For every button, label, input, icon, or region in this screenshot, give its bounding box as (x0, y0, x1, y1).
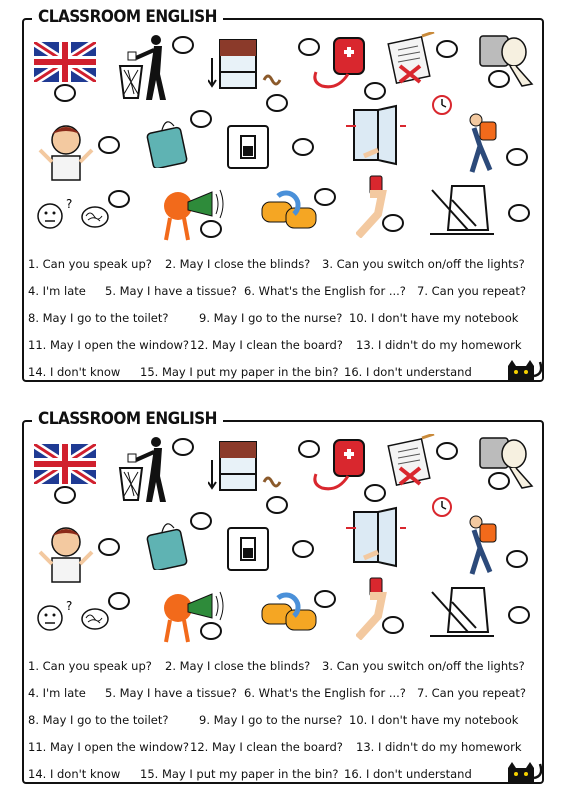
tissue-box-icon (144, 518, 190, 570)
open-window-icon (344, 104, 406, 166)
sentence: 13. I didn't do my homework (356, 740, 522, 754)
sentence: 4. I'm late (28, 284, 86, 298)
answer-circle[interactable] (508, 204, 530, 222)
sentence: 16. I don't understand (344, 767, 472, 781)
sentence: 5. May I have a tissue? (105, 686, 237, 700)
sentence: 7. Can you repeat? (417, 284, 527, 298)
sentence: 15. May I put my paper in the bin? (140, 767, 339, 781)
sentence: 11. May I open the window? (28, 740, 190, 754)
answer-circle[interactable] (364, 484, 386, 502)
answer-circle[interactable] (54, 486, 76, 504)
answer-circle[interactable] (200, 220, 222, 238)
sentence: 13. I didn't do my homework (356, 338, 522, 352)
answer-circle[interactable] (382, 616, 404, 634)
answer-circle[interactable] (298, 440, 320, 458)
crossed-homework-icon (386, 434, 436, 486)
cat-icon (504, 758, 544, 784)
blinds-window-icon (208, 36, 284, 94)
repeat-speech-icon (260, 588, 318, 640)
answer-circle[interactable] (190, 110, 212, 128)
tangled-thoughts-icon (80, 606, 110, 632)
answer-circle[interactable] (200, 622, 222, 640)
sentence-line (28, 710, 540, 730)
sentence: 2. May I close the blinds? (165, 659, 311, 673)
sentence: 14. I don't know (28, 365, 121, 379)
worksheet-title: CLASSROOM ENGLISH (32, 6, 223, 28)
sentence: 1. Can you speak up? (28, 257, 152, 271)
sentence: 6. What's the English for ...? (244, 686, 406, 700)
sentence-line (28, 281, 540, 301)
sentence: 7. Can you repeat? (417, 686, 527, 700)
answer-circle[interactable] (190, 512, 212, 530)
answer-circle[interactable] (314, 590, 336, 608)
answer-circle[interactable] (108, 190, 130, 208)
sentence: 11. May I open the window? (28, 338, 190, 352)
answer-circle[interactable] (292, 540, 314, 558)
late-student-icon (462, 514, 502, 578)
confused-boy-icon (36, 522, 96, 584)
worksheet-title: CLASSROOM ENGLISH (32, 408, 223, 430)
sentence: 2. May I close the blinds? (165, 257, 311, 271)
answer-circle[interactable] (54, 84, 76, 102)
wall-clock-icon (430, 94, 454, 116)
uk-flag-icon (34, 42, 96, 82)
sentence-line (28, 335, 540, 355)
sentence: 14. I don't know (28, 767, 121, 781)
blinds-window-icon (208, 438, 284, 496)
worksheet-top (0, 0, 566, 388)
crossed-homework-icon (386, 32, 436, 84)
sentence-line (28, 683, 540, 703)
answer-circle[interactable] (364, 82, 386, 100)
confused-boy-icon (36, 120, 96, 182)
sentence: 3. Can you switch on/off the lights? (322, 257, 525, 271)
answer-circle[interactable] (508, 606, 530, 624)
light-switch-icon (226, 124, 270, 170)
throw-in-bin-icon (114, 30, 172, 102)
sentence: 5. May I have a tissue? (105, 284, 237, 298)
sentence: 9. May I go to the nurse? (199, 713, 343, 727)
sentence-line (28, 308, 540, 328)
throw-in-bin-icon (114, 432, 172, 504)
sentence-line (28, 254, 540, 274)
thinking-face-icon (36, 598, 86, 636)
svg-text:?: ? (66, 599, 73, 613)
tissue-box-icon (144, 116, 190, 168)
repeat-speech-icon (260, 186, 318, 238)
answer-circle[interactable] (172, 438, 194, 456)
answer-circle[interactable] (98, 136, 120, 154)
sentence: 10. I don't have my notebook (349, 713, 519, 727)
clean-board-icon (428, 582, 498, 642)
sentence-line (28, 362, 540, 382)
sentence: 12. May I clean the board? (190, 740, 343, 754)
sentence: 12. May I clean the board? (190, 338, 343, 352)
answer-circle[interactable] (266, 496, 288, 514)
answer-circle[interactable] (292, 138, 314, 156)
sentence-line (28, 737, 540, 757)
answer-circle[interactable] (172, 36, 194, 54)
answer-circle[interactable] (266, 94, 288, 112)
sentence-line (28, 764, 540, 784)
answer-circle[interactable] (436, 442, 458, 460)
answer-circle[interactable] (436, 40, 458, 58)
sentence: 10. I don't have my notebook (349, 311, 519, 325)
sentence: 1. Can you speak up? (28, 659, 152, 673)
light-switch-icon (226, 526, 270, 572)
answer-circle[interactable] (382, 214, 404, 232)
clean-board-icon (428, 180, 498, 240)
cat-icon (504, 356, 544, 382)
answer-circle[interactable] (108, 592, 130, 610)
sentence: 16. I don't understand (344, 365, 472, 379)
sentence: 15. May I put my paper in the bin? (140, 365, 339, 379)
worksheet-bottom (0, 402, 566, 790)
sentence: 6. What's the English for ...? (244, 284, 406, 298)
uk-flag-icon (34, 444, 96, 484)
thinking-face-icon (36, 196, 86, 234)
tangled-thoughts-icon (80, 204, 110, 230)
sentence: 3. Can you switch on/off the lights? (322, 659, 525, 673)
answer-circle[interactable] (506, 148, 528, 166)
late-student-icon (462, 112, 502, 176)
sentence: 9. May I go to the nurse? (199, 311, 343, 325)
answer-circle[interactable] (488, 70, 510, 88)
sentence: 8. May I go to the toilet? (28, 713, 169, 727)
answer-circle[interactable] (298, 38, 320, 56)
sentence-line (28, 656, 540, 676)
sentence: 4. I'm late (28, 686, 86, 700)
answer-circle[interactable] (488, 472, 510, 490)
svg-text:?: ? (66, 197, 73, 211)
wall-clock-icon (430, 496, 454, 518)
open-window-icon (344, 506, 406, 568)
answer-circle[interactable] (314, 188, 336, 206)
answer-circle[interactable] (98, 538, 120, 556)
sentence: 8. May I go to the toilet? (28, 311, 169, 325)
answer-circle[interactable] (506, 550, 528, 568)
